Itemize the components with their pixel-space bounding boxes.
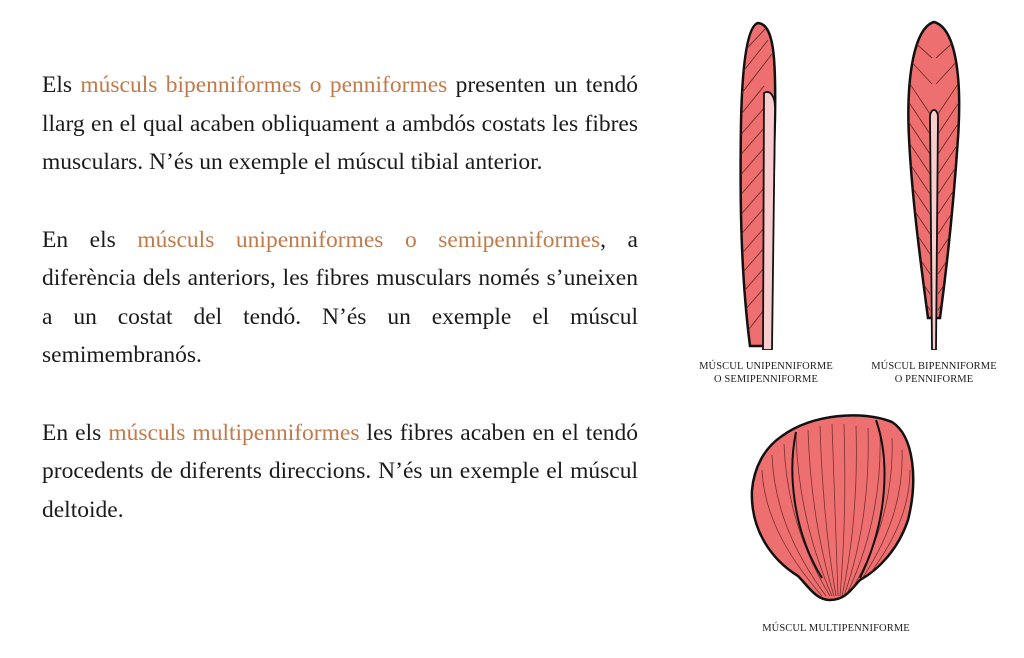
caption-line: O SEMIPENNIFORME <box>714 374 818 385</box>
bipenniform-caption <box>848 360 1020 386</box>
paragraph-multipenniform <box>42 414 638 530</box>
caption-line: O PENNIFORME <box>894 374 974 385</box>
paragraph-bipenniform <box>42 66 638 182</box>
paragraph-prefix: En els <box>42 226 138 253</box>
highlighted-term: músculs unipenniformes o semipenniformes <box>137 226 601 253</box>
paragraph-prefix: Els <box>42 72 81 98</box>
paragraph-body: les fibres acaben en el tendó procedents de diferents direccions. N’és un exemple el múscul deltoide. <box>42 419 638 523</box>
paragraph-body: , a diferència dels anteriors, les fibres musculars només s’uneixen a un costat del tendó. N’és un exemple el múscul semimembranós. <box>42 226 638 368</box>
paragraph-unipenniform <box>42 221 638 375</box>
unipenniform-muscle-illustration <box>728 18 792 350</box>
paragraph-body: presenten un tendó llarg en el qual acaben obliquament a ambdós costats les fibres musculars. N’és un exemple el múscul tibial anterior. <box>42 72 638 175</box>
caption-line: MÚSCUL UNIPENNIFORME <box>699 361 833 372</box>
highlighted-term: músculs bipenniformes o penniformes <box>80 72 448 98</box>
bipenniform-muscle-illustration <box>896 18 972 350</box>
highlighted-term: músculs multipenniformes <box>108 419 360 446</box>
multipenniform-muscle-illustration <box>742 410 920 606</box>
paragraph-prefix: En els <box>42 419 109 446</box>
unipenniform-caption <box>676 360 856 386</box>
caption-line: MÚSCUL MULTIPENNIFORME <box>762 623 910 634</box>
multipenniform-caption <box>716 622 956 635</box>
text-column <box>42 66 638 568</box>
caption-line: MÚSCUL BIPENNIFORME <box>871 361 997 372</box>
